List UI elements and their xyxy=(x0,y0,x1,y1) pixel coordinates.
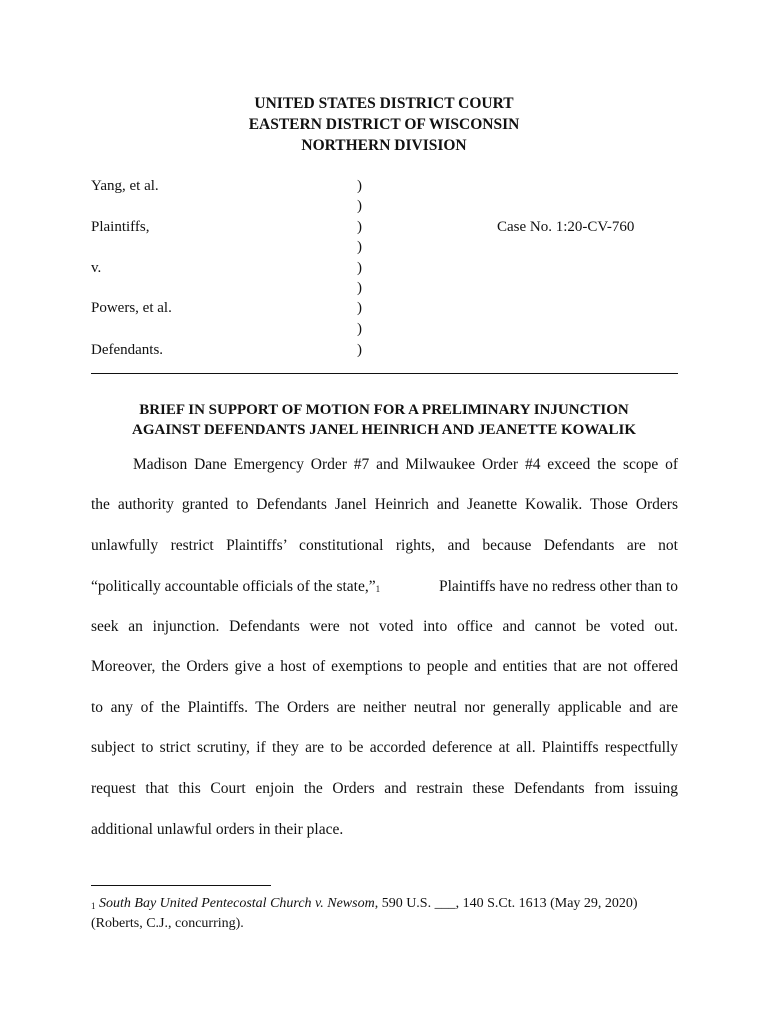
caption-defendant-role: Defendants. xyxy=(91,342,164,358)
caption-paren: ) xyxy=(357,178,362,194)
body-line: additional unlawful orders in their place. xyxy=(91,821,344,838)
brief-title-line1: BRIEF IN SUPPORT OF MOTION FOR A PRELIMINARY INJUNCTION xyxy=(139,402,629,418)
caption-paren: ) xyxy=(357,321,362,337)
body-line: the authority granted to Defendants Janel Heinrich and Jeanette Kowalik. Those Orders xyxy=(91,496,678,513)
court-name: UNITED STATES DISTRICT COURT xyxy=(254,95,514,112)
footnote-line2: (Roberts, C.J., concurring). xyxy=(91,916,244,931)
court-division: NORTHERN DIVISION xyxy=(301,137,467,154)
caption-defendant: Powers, et al. xyxy=(91,300,172,316)
body-line xyxy=(91,577,678,597)
footnote-citation: , 590 U.S. ___, 140 S.Ct. 1613 (May 29, 2020) xyxy=(374,896,638,911)
body-line: subject to strict scrutiny, if they are to be accorded deference at all. Plaintiffs respectfully xyxy=(91,739,678,756)
caption-plaintiff: Yang, et al. xyxy=(91,178,159,194)
caption-paren: ) xyxy=(357,260,362,276)
footnote-case-name: South Bay United Pentecostal Church v. Newsom xyxy=(99,896,375,911)
caption-versus: v. xyxy=(91,260,102,276)
caption-paren: ) xyxy=(357,342,362,358)
body-line-rest: Plaintiffs have no redress other than to xyxy=(435,578,678,595)
footnote xyxy=(91,894,691,914)
court-district: EASTERN DISTRICT OF WISCONSIN xyxy=(248,116,520,133)
body-line: Moreover, the Orders give a host of exemptions to people and entities that are not offered xyxy=(91,658,678,675)
body-line: unlawfully restrict Plaintiffs’ constitutional rights, and because Defendants are not xyxy=(91,537,678,554)
footnote-divider xyxy=(91,885,271,886)
caption-divider xyxy=(91,373,678,374)
caption-paren: ) xyxy=(357,219,362,235)
case-number: Case No. 1:20-CV-760 xyxy=(497,219,635,235)
footnote-reference[interactable]: 1 xyxy=(375,584,381,594)
caption-paren: ) xyxy=(357,280,362,296)
footnote-marker: 1 xyxy=(91,901,96,911)
caption-paren: ) xyxy=(357,300,362,316)
brief-title-line2: AGAINST DEFENDANTS JANEL HEINRICH AND JEANETTE KOWALIK xyxy=(132,422,636,438)
body-line: Madison Dane Emergency Order #7 and Milwaukee Order #4 exceed the scope of xyxy=(133,456,678,473)
body-line: request that this Court enjoin the Orders and restrain these Defendants from issuing xyxy=(91,780,678,797)
body-line-quote: “politically accountable officials of the state,”$^1$ xyxy=(91,578,381,595)
body-line: seek an injunction. Defendants were not voted into office and cannot be voted out. xyxy=(91,618,678,635)
caption-plaintiff-role: Plaintiffs, xyxy=(91,219,150,235)
caption-paren: ) xyxy=(357,198,362,214)
body-line: to any of the Plaintiffs. The Orders are neither neutral nor generally applicable and are xyxy=(91,699,678,716)
caption-paren: ) xyxy=(357,239,362,255)
